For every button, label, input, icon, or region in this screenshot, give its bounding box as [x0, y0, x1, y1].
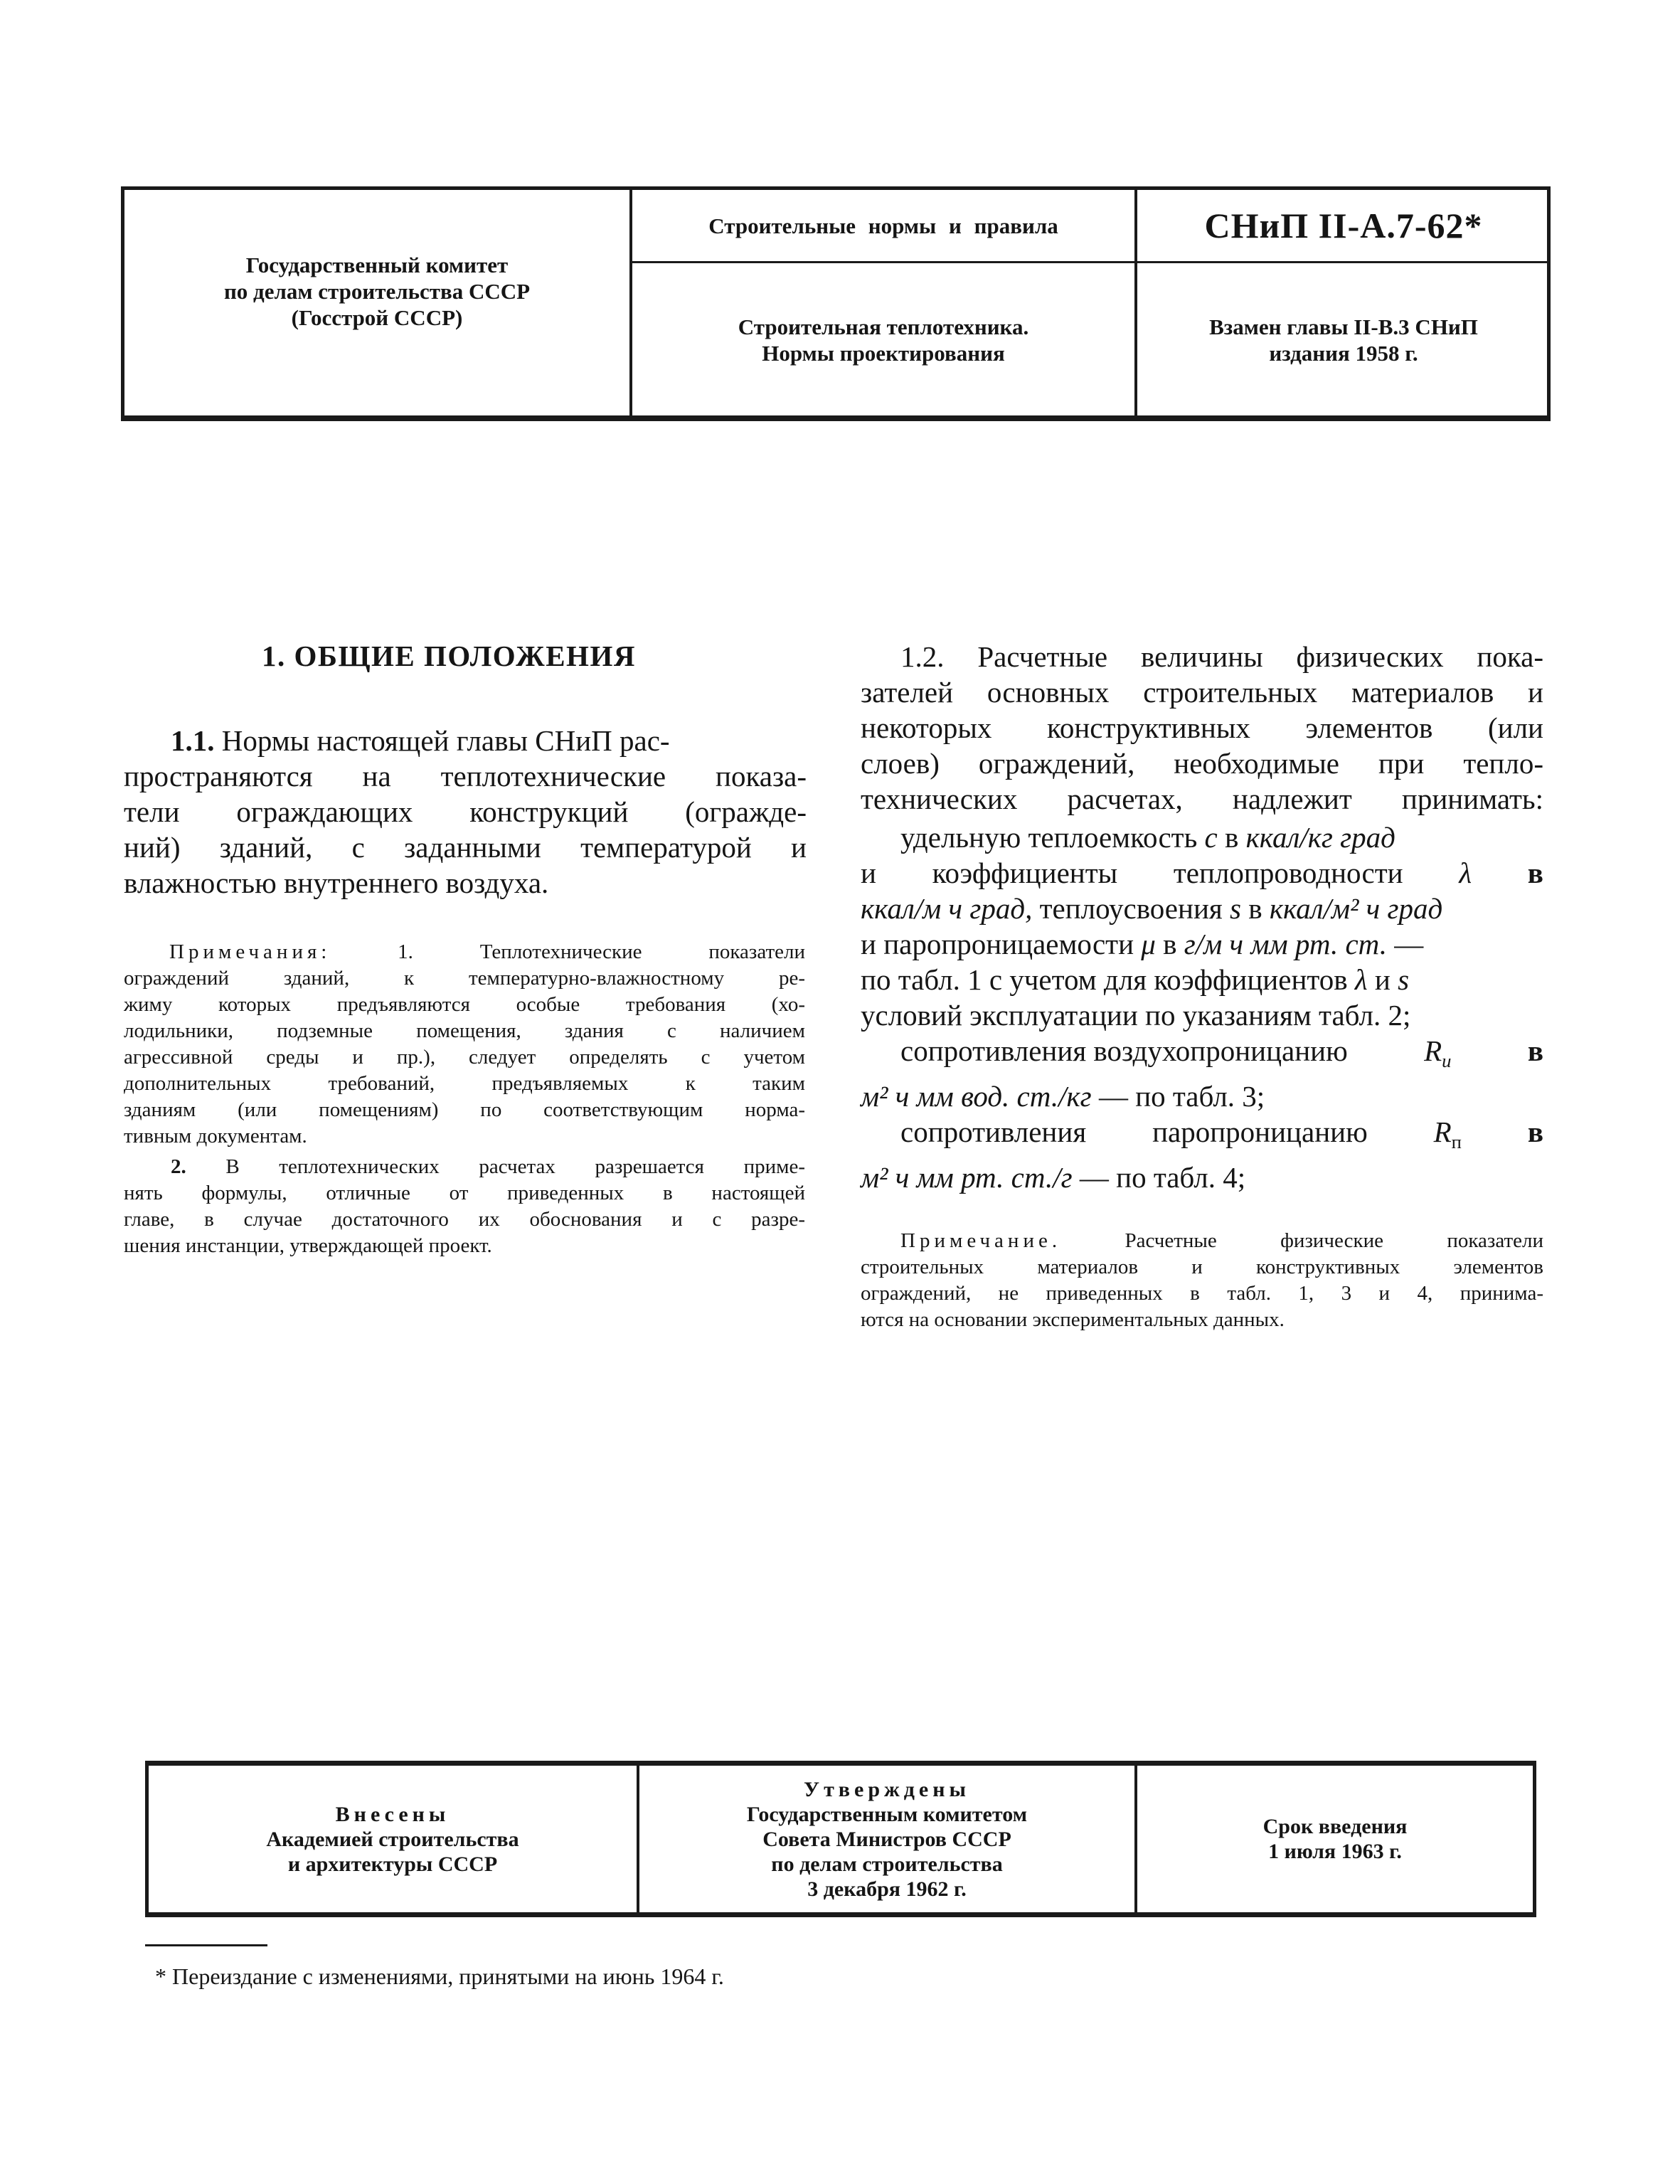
text: коэффициенты [932, 857, 1118, 889]
text-line: 1.2. Расчетные величины физических пока- [900, 640, 1543, 673]
text: удельную теплоемкость [900, 821, 1205, 854]
text-line: дополнительных требований, предъявляемых к таким [124, 1072, 805, 1095]
note-label: Примечание. [900, 1229, 1062, 1252]
unit: ккал/м² ч град [1269, 892, 1443, 925]
text: в [1527, 1034, 1543, 1067]
committee-cell [124, 253, 629, 330]
text: паропроницанию [1152, 1115, 1368, 1149]
text-line: технических расчетах, надлежит принимать: [861, 783, 1543, 815]
committee-line: по делам строительства СССР [223, 279, 531, 304]
approved-line: 3 декабря 1962 г. [807, 1877, 967, 1901]
text: в [1217, 821, 1246, 854]
introduced-line: и архитектуры СССР [287, 1852, 498, 1876]
header-table [121, 186, 1551, 421]
note-number: 2. [171, 1155, 186, 1178]
text-line: ограждений зданий, к температурно-влажностному ре- [124, 967, 805, 990]
text: теплоусвоения [1032, 892, 1230, 925]
text-line: зателей основных строительных материалов и [861, 676, 1543, 709]
text-line [861, 1228, 1543, 1254]
text-line: строительных материалов и конструктивных элементов [861, 1256, 1543, 1278]
text: Расчетные физические показатели [1061, 1229, 1543, 1252]
unit: м² ч мм рт. ст./г [861, 1161, 1073, 1194]
text-line: шения инстанции, утверждающей проект. [124, 1234, 492, 1257]
subscript: п [1451, 1131, 1462, 1153]
text-line [124, 939, 805, 965]
text-line: жиму которых предъявляются особые требования (хо- [124, 993, 805, 1016]
replaces-cell [1137, 263, 1550, 416]
text-line [861, 855, 1543, 891]
approved-cell [639, 1766, 1134, 1912]
text: по табл. 1 с учетом для коэффициентов [861, 963, 1355, 996]
text-line [861, 1114, 1543, 1160]
text: Нормы настоящей главы СНиП рас- [214, 724, 670, 757]
text-line: некоторых конструктивных элементов (или [861, 711, 1543, 744]
text-line [124, 1154, 805, 1180]
paragraph-number: 1.1. [171, 724, 215, 757]
subject-cell [632, 263, 1134, 416]
paragraph-1-2 [861, 639, 1543, 1195]
text-line [861, 820, 1543, 855]
unit: ккал/м ч град, [861, 892, 1033, 925]
effective-line: Срок введения [1262, 1815, 1408, 1838]
effective-cell [1137, 1766, 1533, 1912]
paragraph-1-1 [124, 723, 807, 901]
norms-label-cell [632, 190, 1134, 261]
text: в [1240, 892, 1270, 925]
norms-label: Строительные нормы и правила [708, 213, 1058, 238]
introduced-line: Внесены [335, 1802, 450, 1826]
text-line [861, 1160, 1543, 1195]
text-line: лодильники, подземные помещения, здания с наличием [124, 1019, 805, 1042]
text: сопротивления [900, 1115, 1087, 1149]
section-title: 1. ОБЩИЕ ПОЛОЖЕНИЯ [262, 640, 636, 672]
note-block [861, 1228, 1543, 1333]
committee-line: Государственный комитет [245, 253, 509, 277]
symbol-s: s [1398, 963, 1410, 996]
text-line: тивным документам. [124, 1125, 307, 1147]
text-line [861, 962, 1543, 997]
text: сопротивления воздухопроницанию [900, 1034, 1348, 1067]
text-line: условий эксплуатации по указаниям табл. 2; [861, 999, 1411, 1032]
subject-line: Строительная теплотехника. [738, 314, 1029, 339]
notes-block [124, 939, 805, 1259]
symbol-R: R [1424, 1034, 1442, 1067]
text-line: слоев) ограждений, необходимые при тепло- [861, 747, 1543, 780]
approved-line: Государственным комитетом [746, 1802, 1028, 1826]
notes-label: Примечания: [169, 940, 331, 963]
document-code: СНиП II-А.7-62* [1204, 205, 1483, 245]
text-line: главе, в случае достаточного их обоснования и с разре- [124, 1208, 805, 1231]
text: 1. Теплотехнические показатели [331, 940, 805, 963]
footnote: * Переиздание с изменениями, принятыми на июнь 1964 г. [155, 1963, 724, 1989]
symbol-c: с [1204, 821, 1218, 854]
text-line: тели ограждающих конструкций (огражде- [124, 795, 807, 828]
text: и паропроницаемости [861, 928, 1142, 960]
subscript: и [1442, 1050, 1452, 1072]
replaces-line: издания 1958 г. [1269, 340, 1418, 366]
footnote-rule [145, 1944, 267, 1946]
symbol-s: s [1230, 892, 1241, 925]
symbol-mu: μ [1141, 928, 1156, 960]
symbol-lambda: λ [1354, 963, 1368, 996]
introduced-line: Академией строительства [266, 1827, 519, 1851]
text-line: ний) зданий, с заданными температурой и [124, 831, 807, 864]
footer-table [145, 1761, 1536, 1917]
text: в [1527, 857, 1543, 889]
text-line: ограждений, не приведенных в табл. 1, 3 и 4, принима- [861, 1282, 1543, 1305]
subject-line: Нормы проектирования [762, 340, 1005, 366]
text: в [1155, 928, 1184, 960]
replaces-line: Взамен главы II-В.3 СНиП [1209, 314, 1478, 339]
text-line [861, 926, 1543, 962]
text-line [861, 1033, 1543, 1078]
text-line: нять формулы, отличные от приведенных в настоящей [124, 1182, 805, 1204]
approved-line: Утверждены [804, 1777, 970, 1801]
text-line: зданиям (или помещениям) по соответствующим норма- [124, 1098, 805, 1121]
text: теплопроводности [1173, 857, 1403, 889]
approved-line: по делам строительства [771, 1852, 1003, 1876]
introduced-cell [149, 1766, 637, 1912]
text-line [861, 1078, 1543, 1114]
text: — по табл. 4; [1072, 1161, 1246, 1194]
effective-line: 1 июля 1963 г. [1268, 1840, 1402, 1863]
unit: г/м ч мм рт. ст. [1184, 928, 1388, 960]
text-line [861, 891, 1543, 926]
text: и [861, 857, 876, 889]
text: в [1527, 1115, 1543, 1149]
symbol-R: R [1433, 1115, 1452, 1149]
text: и [1367, 963, 1398, 996]
code-cell [1137, 190, 1550, 261]
unit: м² ч мм вод. ст./кг [861, 1080, 1092, 1113]
approved-line: Совета Министров СССР [762, 1827, 1011, 1851]
text-line: пространяются на теплотехнические показа- [124, 760, 807, 793]
text-line: ются на основании экспериментальных данных. [861, 1308, 1285, 1331]
text: В теплотехнических расчетах разрешается приме- [186, 1155, 805, 1178]
text-line: влажностью внутреннего воздуха. [124, 866, 549, 899]
unit: ккал/кг град [1245, 821, 1395, 854]
symbol-lambda: λ [1459, 857, 1472, 889]
text: — [1387, 928, 1424, 960]
committee-line: (Госстрой СССР) [291, 305, 463, 330]
text-line [124, 723, 807, 758]
text: — по табл. 3; [1091, 1080, 1265, 1113]
text-line: агрессивной среды и пр.), следует определять с учетом [124, 1046, 805, 1069]
